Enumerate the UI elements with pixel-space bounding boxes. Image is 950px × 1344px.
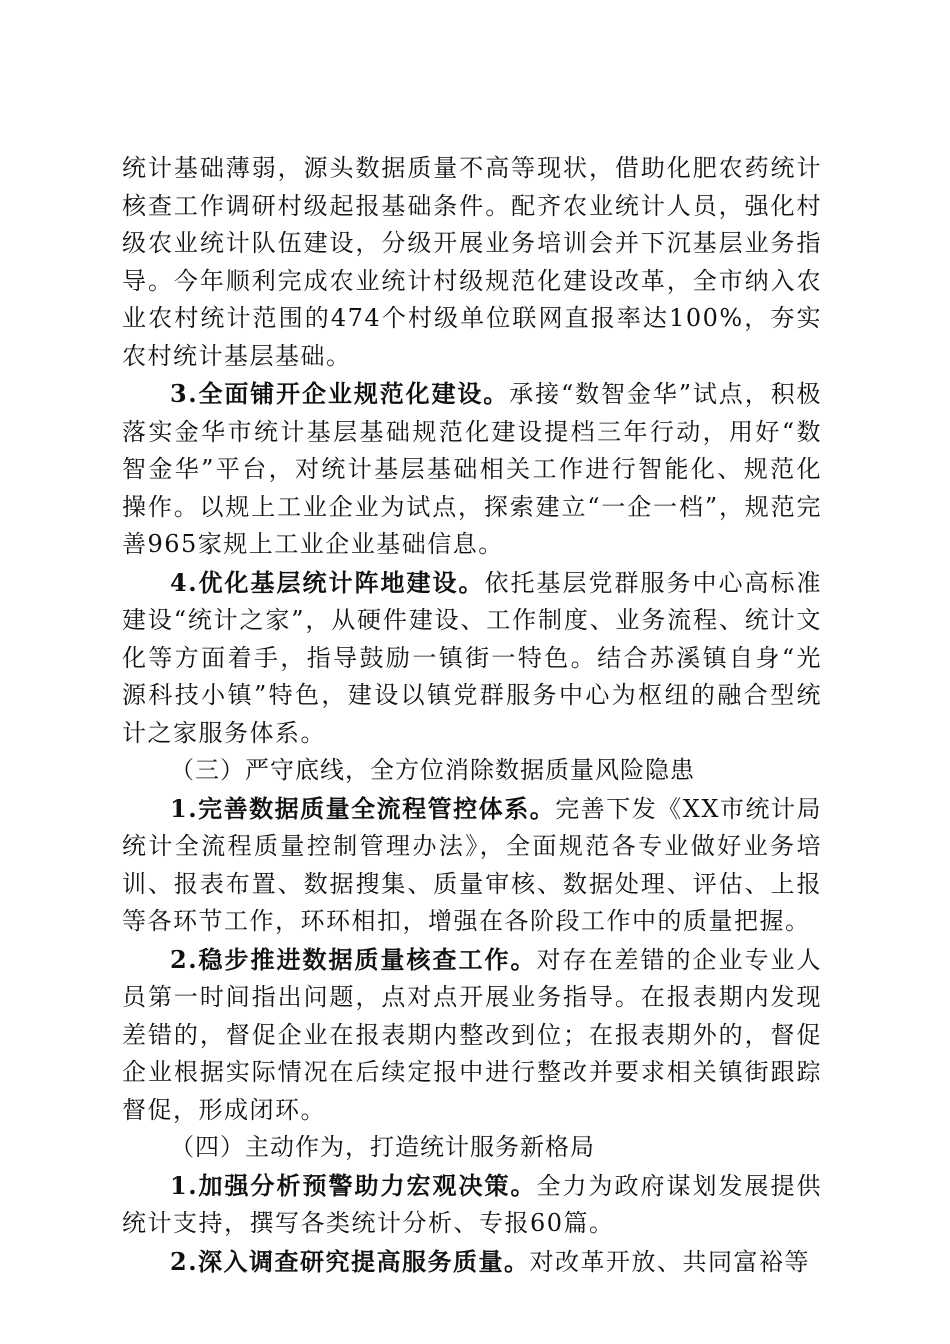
paragraph-continuation: 统计基础薄弱，源头数据质量不高等现状，借助化肥农药统计核查工作调研村级起报基础条件。配齐农业统计人员，强化村级农业统计队伍建设，分级开展业务培训会并下沉基层业务指导。今年顺利完成农业统计村级规范化建设改革，全市纳入农业农村统计范围的474个村级单位联网直报率达100%，夯实农村统计基层基础。 <box>122 154 822 370</box>
item-text: 完善下发《XX市统计局统计全流程质量控制管理办法》，全面规范各专业做好业务培训、报表布置、数据搜集、质量审核、数据处理、评估、上报等各环节工作，环环相扣，增强在各阶段工作中的质量把握。 <box>122 794 823 935</box>
paragraph-item-2b <box>122 1243 822 1282</box>
item-lead: 1.完善数据质量全流程管控体系。 <box>170 793 556 823</box>
item-lead: 3.全面铺开企业规范化建设。 <box>170 379 510 408</box>
item-text: 对改革开放、共同富裕等 <box>529 1247 811 1276</box>
item-text: 承接“数智金华”试点，积极落实金华市统计基层基础规范化建设提档三年行动，用好“数智金华”平台，对统计基层基础相关工作进行智能化、规范化操作。以规上工业企业为试点，探索建立“一企一档”，规范完善965家规上工业企业基础信息。 <box>122 380 822 558</box>
paragraph-item-3 <box>122 375 822 564</box>
item-text: 对存在差错的企业专业人员第一时间指出问题，点对点开展业务指导。在报表期内发现差错的，督促企业在报表期内整改到位；在报表期外的，督促企业根据实际情况在后续定报中进行整改并要求相关镇街跟踪督促，形成闭环。 <box>122 945 823 1124</box>
paragraph-item-2 <box>122 941 822 1130</box>
item-lead: 2.稳步推进数据质量核查工作。 <box>170 944 537 974</box>
item-lead: 2.深入调查研究提高服务质量。 <box>170 1246 530 1276</box>
item-text: 全力为政府谋划发展提供统计支持，撰写各类统计分析、专报60篇。 <box>122 1171 823 1237</box>
item-text: 依托基层党群服务中心高标准建设“统计之家”，从硬件建设、工作制度、业务流程、统计文化等方面着手，指导鼓励一镇街一特色。结合苏溪镇自身“光源科技小镇”特色，建设以镇党群服务中心为枢纽的融合型统计之家服务体系。 <box>122 568 822 747</box>
section-heading-4: （四）主动作为，打造统计服务新格局 <box>170 1133 595 1161</box>
section-heading-3: （三）严守底线，全方位消除数据质量风险隐患 <box>170 756 695 784</box>
paragraph-item-1 <box>122 790 822 941</box>
item-lead: 1.加强分析预警助力宏观决策。 <box>170 1170 537 1200</box>
paragraph-item-4 <box>122 564 822 753</box>
paragraph-item-1b <box>122 1167 822 1243</box>
item-lead: 4.优化基层统计阵地建设。 <box>170 567 485 597</box>
